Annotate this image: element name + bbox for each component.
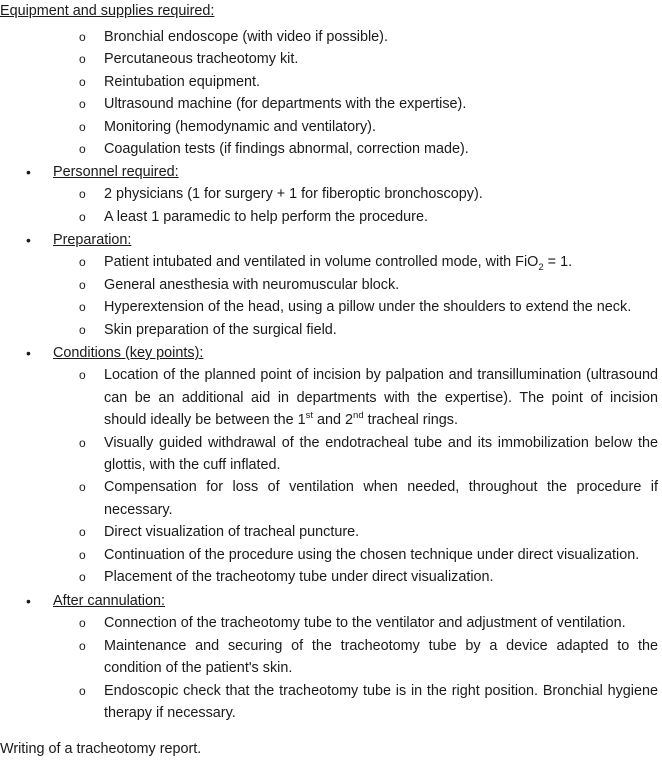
circle-bullet-icon: o: [79, 480, 86, 495]
list-item: o General anesthesia with neuromuscular block.: [0, 274, 658, 296]
circle-bullet-icon: o: [79, 322, 86, 337]
list-item: o Connection of the tracheotomy tube to the ventilator and adjustment of ventilation.: [0, 612, 658, 634]
list-item: o Skin preparation of the surgical field.: [0, 319, 658, 341]
circle-bullet-icon: o: [79, 187, 86, 202]
conditions-section: [0, 342, 662, 588]
circle-bullet-icon: o: [79, 300, 86, 315]
bullet-icon: •: [26, 164, 31, 180]
circle-bullet-icon: o: [79, 616, 86, 631]
list-item: o Percutaneous tracheotomy kit.: [0, 48, 658, 70]
list-item: o Patient intubated and ventilated in volume controlled mode, with FiO$_2$ = 1.: [0, 251, 658, 273]
list-item: o A least 1 paramedic to help perform the procedure.: [0, 206, 658, 228]
bullet-icon: •: [26, 232, 31, 248]
preparation-list: [0, 251, 662, 341]
equipment-section: [0, 26, 662, 160]
list-item: o Monitoring (hemodynamic and ventilatory).: [0, 116, 658, 138]
list-item: o 2 physicians (1 for surgery + 1 for fiberoptic bronchoscopy).: [0, 183, 658, 205]
bullet-icon: •: [26, 593, 31, 609]
list-item: o Maintenance and securing of the tracheotomy tube by a device adapted to the condition of the patient's skin.: [0, 635, 658, 680]
list-item: o Coagulation tests (if findings abnormal, correction made).: [0, 138, 658, 160]
preparation-heading: Preparation:: [53, 232, 132, 248]
list-item: o Compensation for loss of ventilation when needed, throughout the procedure if necessary.: [0, 476, 658, 521]
circle-bullet-icon: o: [79, 209, 86, 224]
circle-bullet-icon: o: [79, 570, 86, 585]
list-item: o Endoscopic check that the tracheotomy tube is in the right position. Bronchial hygiene therapy if necessary.: [0, 680, 658, 725]
equipment-heading: Equipment and supplies required:: [0, 3, 215, 19]
circle-bullet-icon: o: [79, 30, 86, 44]
after-cannulation-section: [0, 590, 662, 724]
circle-bullet-icon: o: [79, 119, 86, 134]
report-note: Writing of a tracheotomy report.: [0, 741, 202, 757]
list-item: o Visually guided withdrawal of the endotracheal tube and its immobilization below the glottis, with the cuff inflated.: [0, 432, 658, 477]
circle-bullet-icon: o: [79, 255, 86, 270]
bullet-icon: •: [26, 345, 31, 361]
circle-bullet-icon: o: [79, 368, 86, 383]
personnel-list: [0, 183, 662, 228]
list-item: o Ultrasound machine (for departments with the expertise).: [0, 93, 658, 115]
circle-bullet-icon: o: [79, 683, 86, 698]
personnel-heading-row: [0, 161, 662, 183]
preparation-heading-row: [0, 229, 662, 251]
after-cannulation-list: [0, 612, 662, 724]
personnel-section: [0, 161, 662, 228]
list-item: o Location of the planned point of incision by palpation and transillumination (ultrasound can be an additional aid in departments with the expertise). The point of incision should ideally be between the 1st and 2nd tracheal rings.: [0, 364, 658, 431]
conditions-heading-row: [0, 342, 662, 364]
conditions-heading: Conditions (key points):: [53, 345, 204, 361]
list-item: o Placement of the tracheotomy tube under direct visualization.: [0, 566, 658, 588]
list-item: o Continuation of the procedure using the chosen technique under direct visualization.: [0, 544, 658, 566]
circle-bullet-icon: o: [79, 435, 86, 450]
circle-bullet-icon: o: [79, 97, 86, 112]
circle-bullet-icon: o: [79, 277, 86, 292]
list-item: o Hyperextension of the head, using a pillow under the shoulders to extend the neck.: [0, 296, 658, 318]
list-item: o Reintubation equipment.: [0, 71, 658, 93]
conditions-list: [0, 364, 662, 588]
list-item: o Bronchial endoscope (with video if possible).: [0, 26, 658, 48]
circle-bullet-icon: o: [79, 525, 86, 540]
list-item: o Direct visualization of tracheal puncture.: [0, 521, 658, 543]
after-cannulation-heading: After cannulation:: [53, 593, 165, 609]
personnel-heading: Personnel required:: [53, 164, 179, 180]
preparation-section: [0, 229, 662, 341]
circle-bullet-icon: o: [79, 52, 86, 67]
circle-bullet-icon: o: [79, 142, 86, 157]
circle-bullet-icon: o: [79, 547, 86, 562]
circle-bullet-icon: o: [79, 74, 86, 89]
circle-bullet-icon: o: [79, 638, 86, 653]
after-cannulation-heading-row: [0, 590, 662, 612]
equipment-list: [0, 26, 662, 160]
